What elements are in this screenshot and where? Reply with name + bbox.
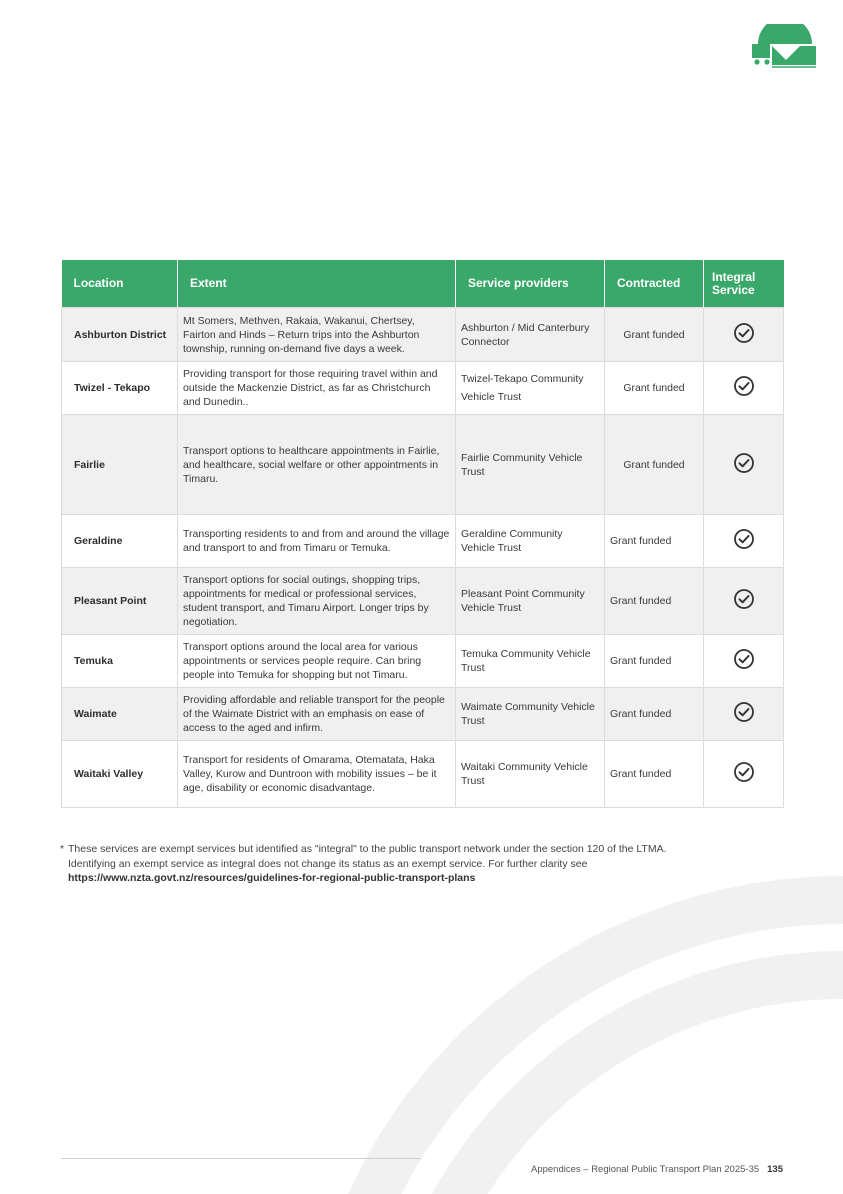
- header-integral-service: Integral Service: [704, 260, 784, 308]
- location-cell: Pleasant Point: [62, 568, 178, 635]
- table-row: [62, 741, 784, 808]
- extent-cell: Providing transport for those requiring travel within and outside the Mackenzie District, as far as Christchurch and Dunedin..: [178, 362, 456, 415]
- table-row: [62, 635, 784, 688]
- check-circle-icon: [733, 465, 755, 477]
- integral-cell: [704, 415, 784, 515]
- contracted-cell: Grant funded: [605, 688, 704, 741]
- integral-cell: [704, 515, 784, 568]
- extent-cell: Mt Somers, Methven, Rakaia, Wakanui, Chertsey, Fairton and Hinds – Return trips into the Ashburton township, running on-demand five days a week.: [178, 308, 456, 362]
- location-cell: Geraldine: [62, 515, 178, 568]
- contracted-cell: Grant funded: [605, 741, 704, 808]
- integral-cell: [704, 568, 784, 635]
- footnote-text: These services are exempt services but identified as "integral" to the public transport network under the section 120 of the LTMA. Identifying an exempt service as integral does not change its status as an exempt service. For further clarity see: [68, 843, 667, 870]
- footnote: [61, 842, 701, 886]
- check-circle-icon: [733, 335, 755, 347]
- extent-cell: Transporting residents to and from and around the village and transport to and from Timaru or Temuka.: [178, 515, 456, 568]
- footnote-link[interactable]: https://www.nzta.govt.nz/resources/guidelines-for-regional-public-transport-plans: [68, 872, 476, 884]
- extent-cell: Transport for residents of Omarama, Otematata, Haka Valley, Kurow and Duntroon with mobility issues – be it age, disability or economic disadvantage.: [178, 741, 456, 808]
- extent-cell: Transport options to healthcare appointments in Fairlie, and healthcare, social welfare or other appointments in Timaru.: [178, 415, 456, 515]
- location-cell: Waitaki Valley: [62, 741, 178, 808]
- provider-cell: Geraldine Community Vehicle Trust: [456, 515, 605, 568]
- integral-cell: [704, 362, 784, 415]
- check-circle-icon: [733, 714, 755, 726]
- header-contracted: Contracted: [605, 260, 704, 308]
- table-row: [62, 415, 784, 515]
- table-row: [62, 515, 784, 568]
- transport-logo-icon: [750, 24, 820, 70]
- check-circle-icon: [733, 541, 755, 553]
- provider-cell: Fairlie Community Vehicle Trust: [456, 415, 605, 515]
- page-footer: [531, 1164, 783, 1175]
- header-extent: Extent: [178, 260, 456, 308]
- footnote-marker: *: [60, 843, 65, 855]
- services-table: [61, 260, 784, 808]
- location-cell: Temuka: [62, 635, 178, 688]
- extent-cell: Transport options around the local area for various appointments or services people require. Can bring people into Temuka for shopping but not Timaru.: [178, 635, 456, 688]
- provider-cell: Ashburton / Mid Canterbury Connector: [456, 308, 605, 362]
- extent-cell: Transport options for social outings, shopping trips, appointments for medical or professional services, student transport, and Timaru Airport. Longer trips by negotiation.: [178, 568, 456, 635]
- table-row: [62, 308, 784, 362]
- table-row: [62, 568, 784, 635]
- provider-cell: Twizel-Tekapo Community Vehicle Trust: [456, 362, 605, 415]
- check-circle-icon: [733, 388, 755, 400]
- footer-title: Appendices – Regional Public Transport Plan 2025-35: [530, 1164, 760, 1175]
- location-cell: Twizel - Tekapo: [62, 362, 178, 415]
- contracted-cell: Grant funded: [605, 568, 704, 635]
- contracted-cell: Grant funded: [605, 415, 704, 515]
- integral-cell: [704, 688, 784, 741]
- header-service-providers: Service providers: [456, 260, 605, 308]
- contracted-cell: Grant funded: [605, 515, 704, 568]
- footer-divider: [61, 1158, 421, 1159]
- page-number: 135: [767, 1164, 783, 1175]
- check-circle-icon: [733, 661, 755, 673]
- provider-cell: Pleasant Point Community Vehicle Trust: [456, 568, 605, 635]
- contracted-cell: Grant funded: [605, 308, 704, 362]
- extent-cell: Providing affordable and reliable transport for the people of the Waimate District with an emphasis on ease of access to the aged and infirm.: [178, 688, 456, 741]
- check-circle-icon: [733, 601, 755, 613]
- check-circle-icon: [733, 774, 755, 786]
- provider-cell: Waitaki Community Vehicle Trust: [456, 741, 605, 808]
- table-header-row: [62, 260, 784, 308]
- integral-cell: [704, 741, 784, 808]
- header-location: Location: [62, 260, 178, 308]
- location-cell: Ashburton District: [62, 308, 178, 362]
- integral-cell: [704, 308, 784, 362]
- table-row: [62, 688, 784, 741]
- contracted-cell: Grant funded: [605, 635, 704, 688]
- provider-cell: Temuka Community Vehicle Trust: [456, 635, 605, 688]
- location-cell: Fairlie: [62, 415, 178, 515]
- location-cell: Waimate: [62, 688, 178, 741]
- contracted-cell: Grant funded: [605, 362, 704, 415]
- integral-cell: [704, 635, 784, 688]
- table-row: [62, 362, 784, 415]
- provider-cell: Waimate Community Vehicle Trust: [456, 688, 605, 741]
